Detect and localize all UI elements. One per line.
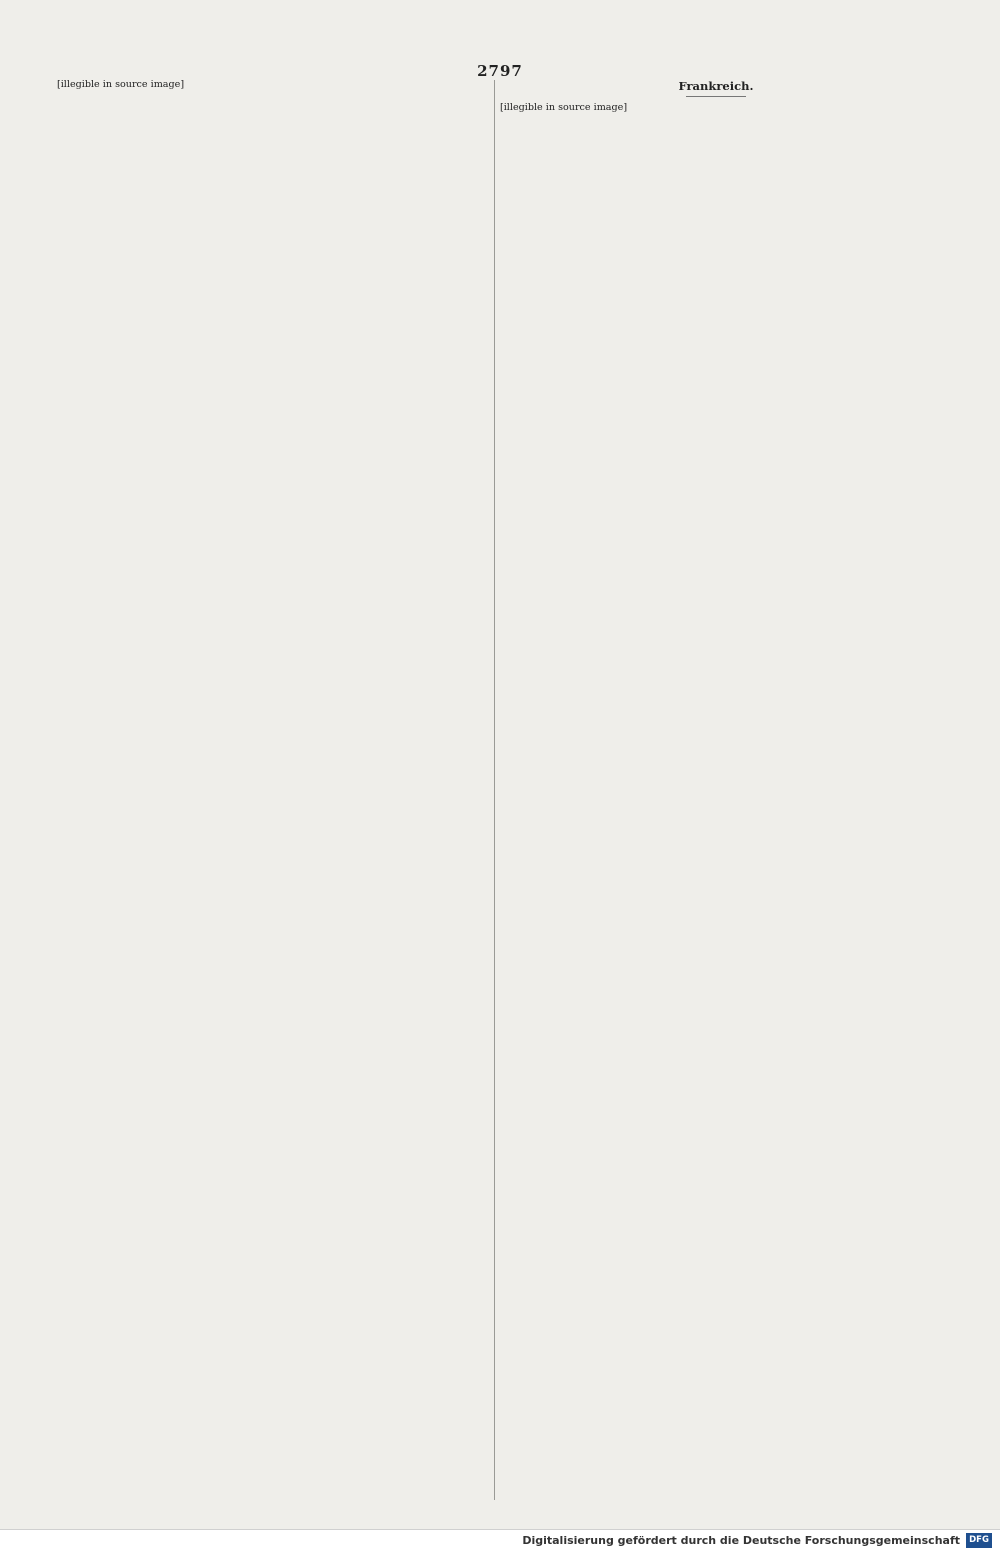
dfg-logo-icon: DFG	[966, 1533, 992, 1548]
footer-bar	[0, 1529, 1000, 1552]
left-column	[57, 78, 489, 1508]
right-column	[500, 78, 932, 1508]
column-divider	[494, 80, 495, 1500]
footer-credit: Digitalisierung gefördert durch die Deutsche Forschungsgemeinschaft	[522, 1534, 960, 1547]
section-title: Frankreich.	[678, 79, 754, 93]
section-rule	[686, 96, 746, 97]
paragraph: [illegible in source image]	[57, 79, 185, 90]
paragraph: [illegible in source image]	[500, 101, 628, 113]
page-number: 2797	[477, 62, 523, 80]
